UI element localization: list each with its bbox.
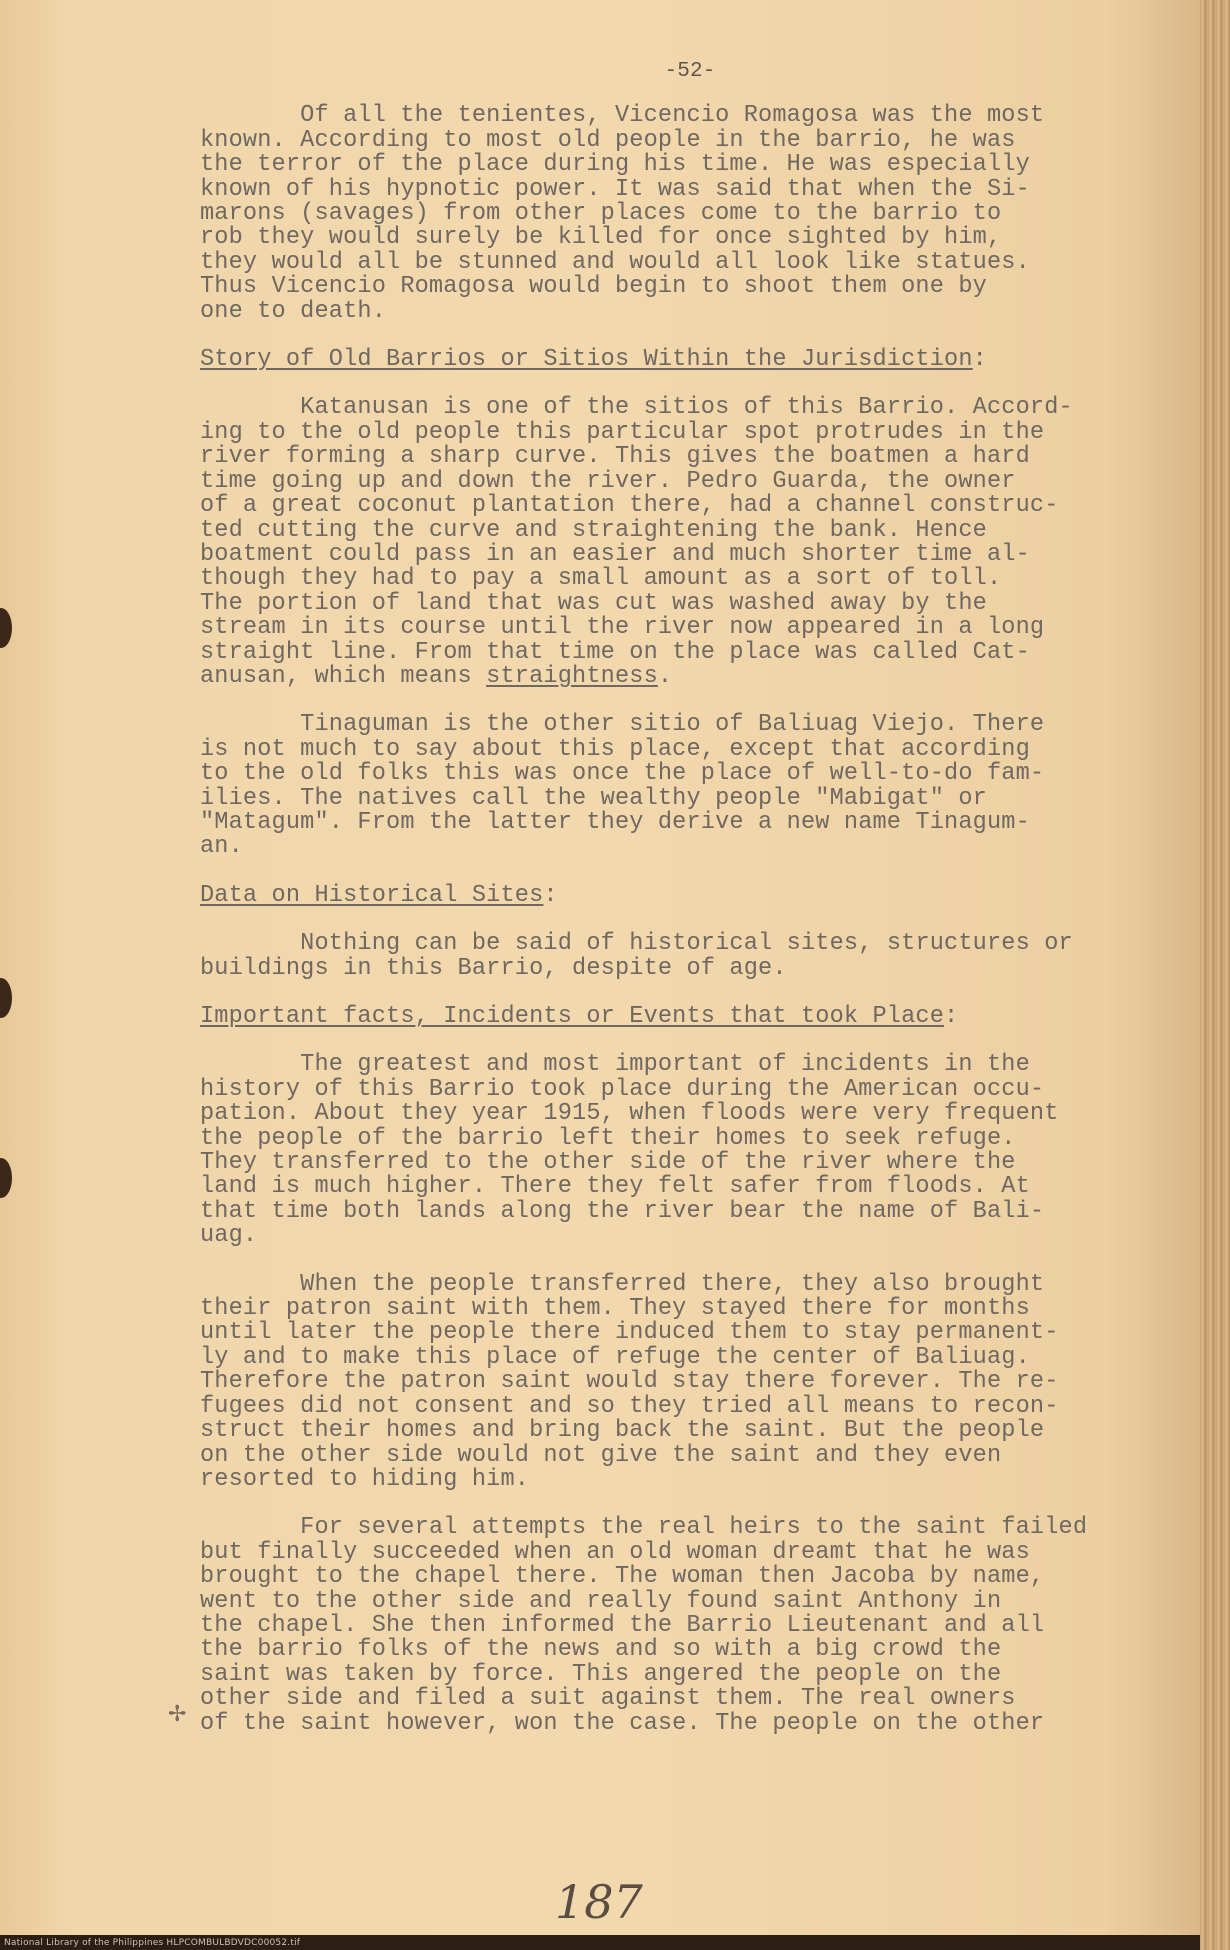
- paragraph-tinaguman: Tinaguman is the other sitio of Baliuag Viejo. There is not much to say about this place, except that according to the old folks this was once the place of well-to-do fam- ilies. The natives call the wealthy people "Mabigat" or "Matagum". From the latter they derive a new name Tinagum- an.: [200, 711, 1045, 861]
- paragraph-end: .: [657, 662, 673, 690]
- paragraph-saint-recovery: For several attempts the real heirs to the saint failed but finally succeeded when an old woman dreamt that he was brought to the chapel there. The woman then Jacoba by name, went to the other side and really found saint Anthony in the chapel. She then informed the Barrio Lieutenant and all the barrio folks of the news and so with a big crowd the saint was taken by force. This angered the people on the other side and filed a suit against them. The real owners of the saint however, won the case. The people on the other: [200, 1514, 1088, 1737]
- heading-colon: :: [972, 346, 987, 374]
- heading-important-facts: [200, 1005, 1120, 1029]
- punch-hole: [0, 1158, 12, 1198]
- punch-hole: [0, 978, 12, 1018]
- heading-text: Data on Historical Sites: [200, 881, 544, 909]
- paragraph-tenientes: Of all the tenientes, Vicencio Romagosa was the most known. According to most old people in the barrio, he was the terror of the place during his time. He was especially known of his hypnotic power. It was said that when the Si- marons (savages) from other places come to the barrio to rob they would surely be killed for once sighted by him, they would all be stunned and would all look like statues. Thus Vicencio Romagosa would begin to shoot them one by one to death.: [200, 102, 1045, 325]
- heading-colon: :: [543, 881, 558, 909]
- paragraph-patron-saint: When the people transferred there, they also brought their patron saint with them. They stayed there for months until later the people there induced them to stay permanent- ly and to make this place of refuge the center of Baliuag. Therefore the patron saint would stay there forever. The re- fugees did not consent and so they tried all means to recon- struct their homes and bring back the saint. But the people on the other side would not give the saint and they even resorted to hiding him.: [200, 1270, 1059, 1493]
- heading-historical-sites: [200, 881, 1120, 909]
- scan-footer-caption: National Library of the Philippines HLPCOMBULBDVDC00052.tif: [4, 1938, 301, 1948]
- paragraph-text: Katanusan is one of the sitios of this Barrio. Accord- ing to the old people this particular spot protrudes in the river forming a sharp curve. This gives the boatmen a hard time going up and down the river. Pedro Guarda, the owner of a great coconut plantation there, had a channel construc- ted cutting the curve and straightening the bank. Hence boatment could pass in an easier and much shorter time al- though they had to pay a small amount as a sort of toll. The portion of land that was cut was washed away by the stream in its course until the river now appeared in a long straight line. From that time on the place was called Cat- anusan, which means: [200, 394, 1073, 690]
- heading-colon: :: [944, 1003, 959, 1030]
- paragraph-flood-incident: The greatest and most important of incidents in the history of this Barrio took place during the American occu- pation. About they year 1915, when floods were very frequent the people of the barrio left their homes to seek refuge. They transferred to the other side of the river where the land is much higher. There they felt safer from floods. At that time both lands along the river bear the name of Bali- uag.: [200, 1051, 1059, 1250]
- stacked-page-edges: [1200, 0, 1230, 1950]
- page-number: -52-: [664, 60, 716, 83]
- underlined-word: straightness: [486, 662, 658, 690]
- paragraph-katanusan: [200, 396, 1120, 689]
- margin-mark-icon: ✢: [168, 1702, 187, 1727]
- heading-text: Story of Old Barrios or Sitios Within the Jurisdiction: [200, 346, 973, 374]
- heading-old-barrios: [200, 348, 1120, 372]
- punch-hole: [0, 608, 12, 648]
- paragraph-historical-sites: Nothing can be said of historical sites, structures or buildings in this Barrio, despite of age.: [200, 930, 1073, 982]
- handwritten-folio-number: 187: [555, 1875, 643, 1929]
- typed-text-body: [200, 60, 1120, 1760]
- heading-text: Important facts, Incidents or Events that took Place: [200, 1003, 945, 1030]
